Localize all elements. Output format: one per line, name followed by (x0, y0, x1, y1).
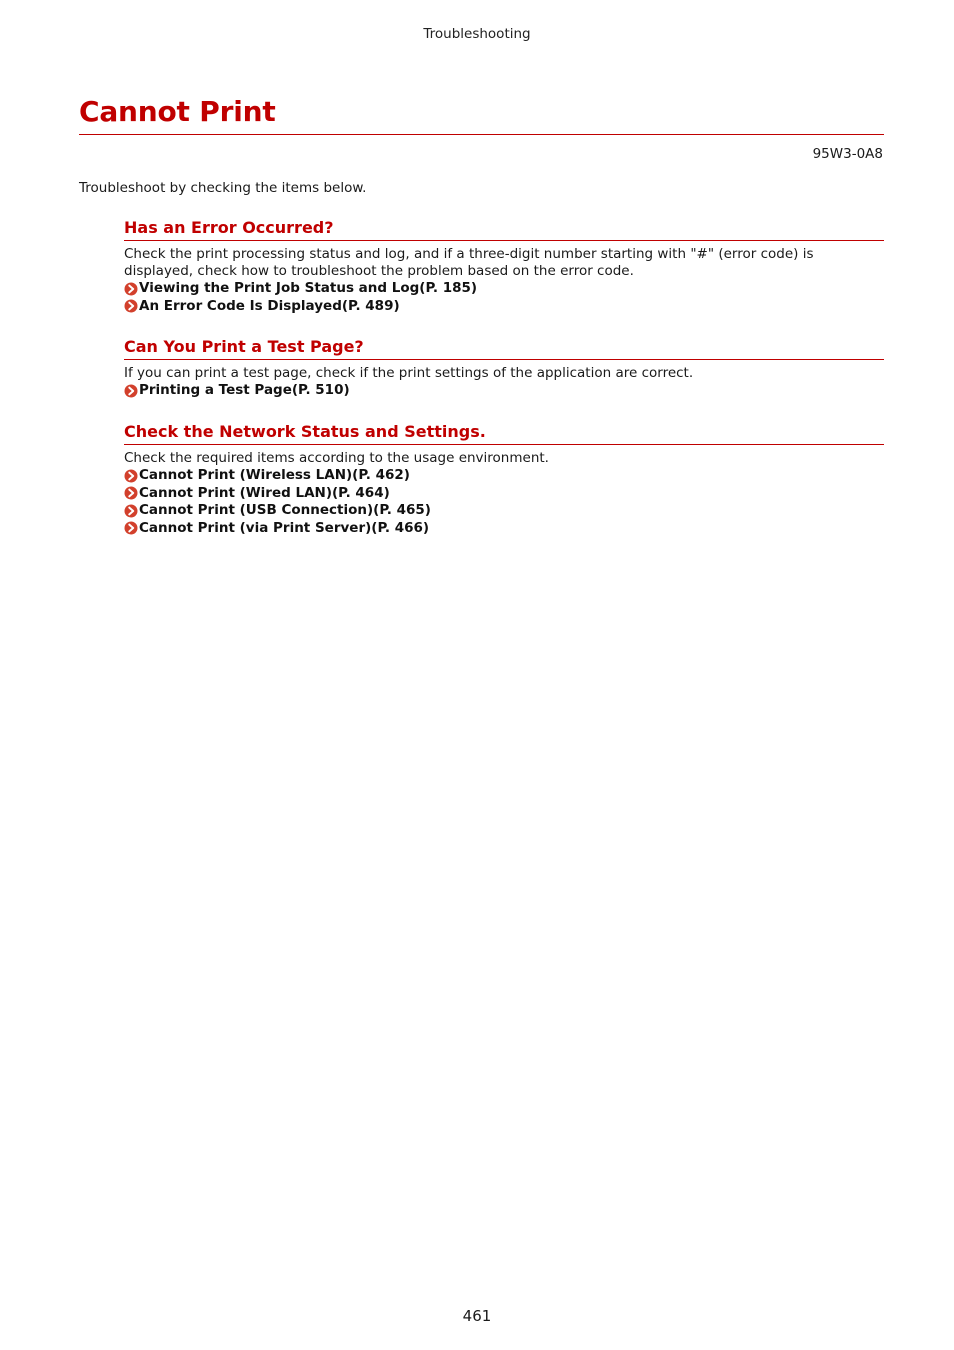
link-label[interactable]: Cannot Print (Wireless LAN)(P. 462) (139, 467, 410, 483)
link-label[interactable]: Cannot Print (via Print Server)(P. 466) (139, 519, 430, 536)
link-item[interactable] (124, 520, 884, 538)
section-body: If you can print a test page, check if the print settings of the application are correct. (124, 365, 694, 381)
link-item[interactable] (124, 467, 884, 485)
link-item[interactable] (124, 280, 884, 298)
running-header: Troubleshooting (423, 26, 531, 42)
section-heading: Can You Print a Test Page? (124, 336, 884, 360)
arrow-right-circle-icon (124, 486, 138, 500)
intro-text: Troubleshoot by checking the items below. (79, 180, 367, 196)
arrow-right-circle-icon (124, 282, 138, 296)
section-body: Check the required items according to the usage environment. (124, 450, 549, 466)
link-label[interactable]: Printing a Test Page(P. 510) (139, 382, 350, 398)
link-label[interactable]: Viewing the Print Job Status and Log(P. 185) (139, 280, 478, 296)
link-label[interactable]: Cannot Print (USB Connection)(P. 465) (139, 502, 431, 518)
link-list (124, 382, 884, 400)
link-item[interactable] (124, 298, 884, 316)
section-error-occurred (124, 217, 884, 315)
link-label[interactable]: Cannot Print (Wired LAN)(P. 464) (139, 484, 390, 501)
page-title: Cannot Print (79, 95, 276, 128)
section-heading: Has an Error Occurred? (124, 217, 884, 241)
link-list (124, 467, 884, 537)
link-item[interactable] (124, 485, 884, 503)
page-number: 461 (462, 1307, 492, 1325)
section-network-status (124, 421, 884, 537)
section-heading: Check the Network Status and Settings. (124, 421, 884, 445)
arrow-right-circle-icon (124, 469, 138, 483)
section-body: Check the print processing status and log, and if a three-digit number starting with "#" (error code) is displayed, check how to troubleshoot the problem based on the error code. (124, 246, 814, 279)
title-divider (79, 134, 884, 135)
arrow-right-circle-icon (124, 299, 138, 313)
document-id: 95W3-0A8 (812, 146, 883, 162)
link-label[interactable]: An Error Code Is Displayed(P. 489) (139, 297, 400, 314)
link-item[interactable] (124, 502, 884, 520)
arrow-right-circle-icon (124, 504, 138, 518)
arrow-right-circle-icon (124, 521, 138, 535)
link-list (124, 280, 884, 315)
section-test-page (124, 336, 884, 400)
link-item[interactable] (124, 382, 884, 400)
arrow-right-circle-icon (124, 384, 138, 398)
